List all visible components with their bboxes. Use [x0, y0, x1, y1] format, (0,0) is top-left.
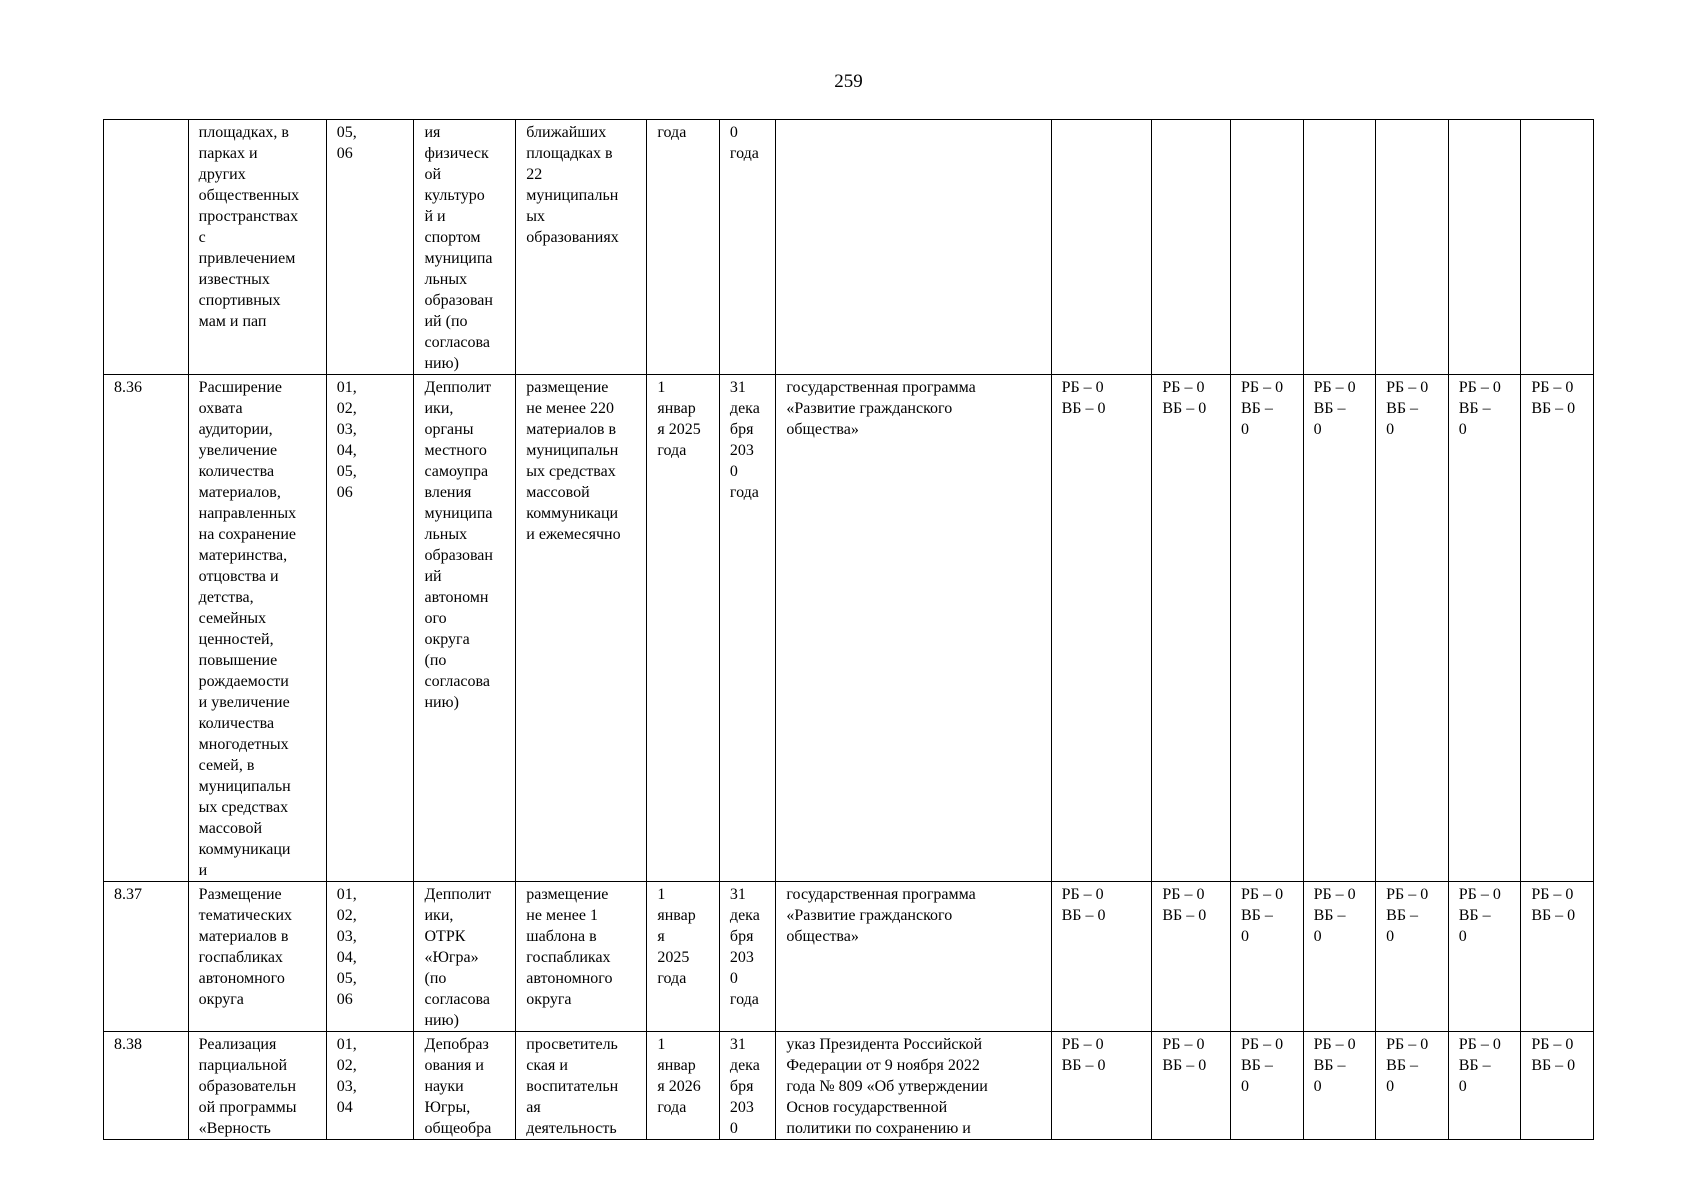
start-date: 1 январ я 2025 года	[647, 882, 720, 1032]
end-date: 31 дека бря 203 0	[719, 1032, 775, 1140]
funding-cell: РБ – 0 ВБ – 0	[1521, 882, 1594, 1032]
table-row	[104, 1032, 1594, 1140]
funding-cell	[1051, 120, 1152, 375]
funding-cell: РБ – 0 ВБ – 0	[1231, 375, 1304, 882]
funding-cell: РБ – 0 ВБ – 0	[1376, 375, 1449, 882]
item-number	[104, 120, 189, 375]
start-date: года	[647, 120, 720, 375]
funding-cell: РБ – 0 ВБ – 0	[1303, 375, 1376, 882]
funding-cell: РБ – 0 ВБ – 0	[1152, 1032, 1231, 1140]
item-number: 8.36	[104, 375, 189, 882]
funding-cell: РБ – 0 ВБ – 0	[1521, 375, 1594, 882]
funding-cell: РБ – 0 ВБ – 0	[1376, 882, 1449, 1032]
start-date: 1 январ я 2025 года	[647, 375, 720, 882]
measure-name: Размещение тематических материалов в госпабликах автономного округа	[188, 882, 326, 1032]
legal-basis: указ Президента Российской Федерации от 9 ноября 2022 года № 809 «Об утверждении Основ государственной политики по сохранению и	[776, 1032, 1051, 1140]
expected-result: ближайших площадках в 22 муниципальн ых образованиях	[516, 120, 647, 375]
funding-cell	[1521, 120, 1594, 375]
funding-cell: РБ – 0 ВБ – 0	[1448, 1032, 1521, 1140]
legal-basis: государственная программа «Развитие гражданского общества»	[776, 882, 1051, 1032]
table-row	[104, 375, 1594, 882]
funding-cell: РБ – 0 ВБ – 0	[1303, 882, 1376, 1032]
funding-cell: РБ – 0 ВБ – 0	[1303, 1032, 1376, 1140]
funding-cell: РБ – 0 ВБ – 0	[1051, 375, 1152, 882]
end-date: 0 года	[719, 120, 775, 375]
table-row	[104, 120, 1594, 375]
direction-codes: 01, 02, 03, 04	[326, 1032, 414, 1140]
measure-name: Реализация парциальной образовательн ой программы «Верность	[188, 1032, 326, 1140]
page-number: 259	[834, 71, 863, 92]
executor: Депобраз ования и науки Югры, общеобра	[414, 1032, 516, 1140]
executor: Депполит ики, ОТРК «Югра» (по согласова нию)	[414, 882, 516, 1032]
funding-cell: РБ – 0 ВБ – 0	[1376, 1032, 1449, 1140]
measure-name: Расширение охвата аудитории, увеличение количества материалов, направленных на сохранение материнства, отцовства и детства, семейных ценностей, повышение рождаемости и увеличение количества многодетных семей, в муниципальн ых средствах массовой коммуникаци и	[188, 375, 326, 882]
direction-codes: 01, 02, 03, 04, 05, 06	[326, 882, 414, 1032]
funding-cell	[1376, 120, 1449, 375]
item-number: 8.38	[104, 1032, 189, 1140]
end-date: 31 дека бря 203 0 года	[719, 375, 775, 882]
funding-cell	[1231, 120, 1304, 375]
executor: Депполит ики, органы местного самоупра вления муниципа льных образован ий автономн ого округа (по согласова нию)	[414, 375, 516, 882]
funding-cell: РБ – 0 ВБ – 0	[1051, 1032, 1152, 1140]
table-row	[104, 882, 1594, 1032]
start-date: 1 январ я 2026 года	[647, 1032, 720, 1140]
funding-cell: РБ – 0 ВБ – 0	[1152, 375, 1231, 882]
funding-cell: РБ – 0 ВБ – 0	[1051, 882, 1152, 1032]
funding-cell	[1448, 120, 1521, 375]
legal-basis	[776, 120, 1051, 375]
funding-cell: РБ – 0 ВБ – 0	[1448, 882, 1521, 1032]
funding-cell: РБ – 0 ВБ – 0	[1521, 1032, 1594, 1140]
end-date: 31 дека бря 203 0 года	[719, 882, 775, 1032]
executor: ия физическ ой культуро й и спортом муниципа льных образован ий (по согласова нию)	[414, 120, 516, 375]
funding-cell: РБ – 0 ВБ – 0	[1448, 375, 1521, 882]
measures-table	[103, 119, 1594, 1140]
funding-cell: РБ – 0 ВБ – 0	[1231, 1032, 1304, 1140]
direction-codes: 01, 02, 03, 04, 05, 06	[326, 375, 414, 882]
expected-result: просветитель ская и воспитательн ая деятельность	[516, 1032, 647, 1140]
direction-codes: 05, 06	[326, 120, 414, 375]
expected-result: размещение не менее 220 материалов в муниципальн ых средствах массовой коммуникаци и ежемесячно	[516, 375, 647, 882]
item-number: 8.37	[104, 882, 189, 1032]
funding-cell: РБ – 0 ВБ – 0	[1231, 882, 1304, 1032]
legal-basis: государственная программа «Развитие гражданского общества»	[776, 375, 1051, 882]
expected-result: размещение не менее 1 шаблона в госпабликах автономного округа	[516, 882, 647, 1032]
funding-cell	[1303, 120, 1376, 375]
measure-name: площадках, в парках и других общественных пространствах с привлечением известных спортивных мам и пап	[188, 120, 326, 375]
funding-cell: РБ – 0 ВБ – 0	[1152, 882, 1231, 1032]
funding-cell	[1152, 120, 1231, 375]
